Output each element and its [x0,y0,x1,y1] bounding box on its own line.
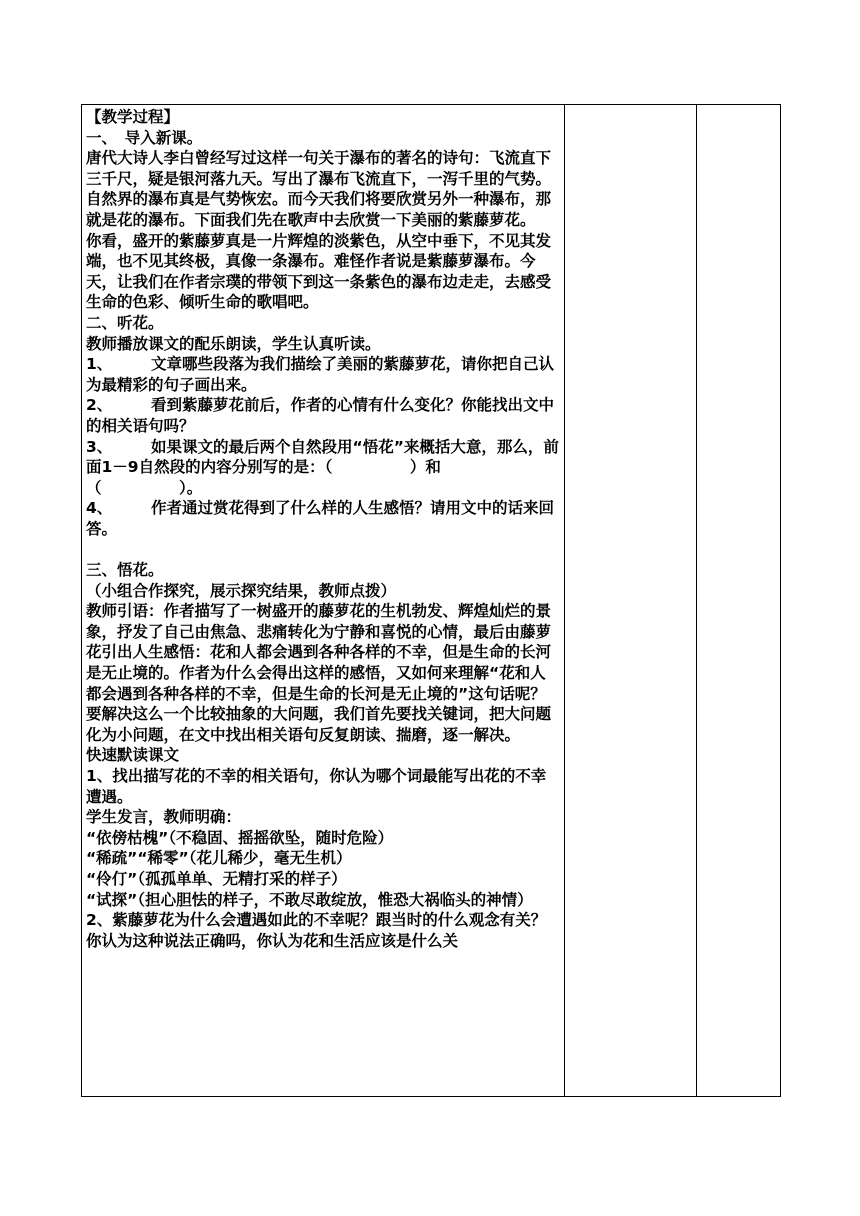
task-2: 2、紫藤萝花为什么会遭遇如此的不幸呢？跟当时的什么观念有关？你认为这种说法正确吗，你认为花和生活应该是什么关 [86,911,547,950]
keyword-3: “伶仃”（孤孤单单、无精打采的样子） [86,869,347,888]
keyword-2: “稀疏”“稀零”（花儿稀少，毫无生机） [86,849,352,868]
question-4: 4、 作者通过赏花得到了什么样的人生感悟？请用文中的话来回答。 [86,499,555,538]
part1-paragraph-1: 唐代大诗人李白曾经写过这样一句关于瀑布的著名的诗句：飞流直下三千尺，疑是银河落九天。写出了瀑布飞流直下，一泻千里的气势。自然界的瀑布真是气势恢宏。而今天我们将要欣赏另外一种瀑布，那就是花的瀑布。下面我们先在歌声中去欣赏一下美丽的紫藤萝花。 [86,149,552,229]
teacher-clarify: 学生发言，教师明确： [86,808,242,827]
teaching-process-cell [82,105,565,1097]
part1-heading: 一、 导入新课。 [86,128,203,147]
fast-read-instruction: 快速默读课文 [86,746,180,765]
part1-paragraph-2: 你看，盛开的紫藤萝真是一片辉煌的淡紫色，从空中垂下，不见其发端，也不见其终极，真像一条瀑布。难怪作者说是紫藤萝瀑布。今天，让我们在作者宗璞的带领下到这一条紫色的瀑布边走走，去感受生命的色彩、倾听生命的歌唱吧。 [86,231,552,312]
part3-guide: 教师引语：作者描写了一树盛开的藤萝花的生机勃发、辉煌灿烂的景象，抒发了自己由焦急、悲痛转化为宁静和喜悦的心情，最后由藤萝花引出人生感悟：花和人都会遇到各种各样的不幸，但是生命的长河是无止境的。作者为什么会得出这样的感悟，又如何来理解“花和人都会遇到各种各样的不幸，但是生命的长河是无止境的”这句话呢？要解决这么一个比较抽象的大问题，我们首先要找关键词，把大问题化为小问题，在文中找出相关语句反复朗读、揣磨，逐一解决。 [86,602,552,744]
task-1: 1、找出描写花的不幸的相关语句，你认为哪个词最能写出花的不幸遭遇。 [86,767,547,806]
part3-heading: 三、悟花。 [86,561,164,580]
lesson-plan-table [81,104,781,1097]
keyword-4: “试探”（担心胆怯的样子，不敢尽敢绽放，惟恐大祸临头的神情） [86,890,533,909]
table-row [82,105,781,1097]
part2-heading: 二、听花。 [86,313,164,332]
blank-line [86,539,560,560]
empty-column-cell [697,105,781,1097]
question-2: 2、 看到紫藤萝花前后，作者的心情有什么变化？你能找出文中的相关语句吗？ [86,396,555,435]
section-header: 【教学过程】 [86,108,180,126]
empty-column-cell [565,105,697,1097]
part2-intro: 教师播放课文的配乐朗读，学生认真听读。 [86,334,381,353]
teaching-process-content [82,105,564,951]
question-3: 3、 如果课文的最后两个自然段用“悟花”来概括大意，那么，前面1－9自然段的内容分别写的是：（ ）和 （ ）。 [86,437,559,497]
question-1: 1、 文章哪些段落为我们描绘了美丽的紫藤萝花，请你把自己认为最精彩的句子画出来。 [86,355,555,394]
part3-note: （小组合作探究，展示探究结果，教师点拨） [86,581,397,600]
keyword-1: “依傍枯槐”（不稳固、摇摇欲坠，随时危险） [86,828,394,847]
